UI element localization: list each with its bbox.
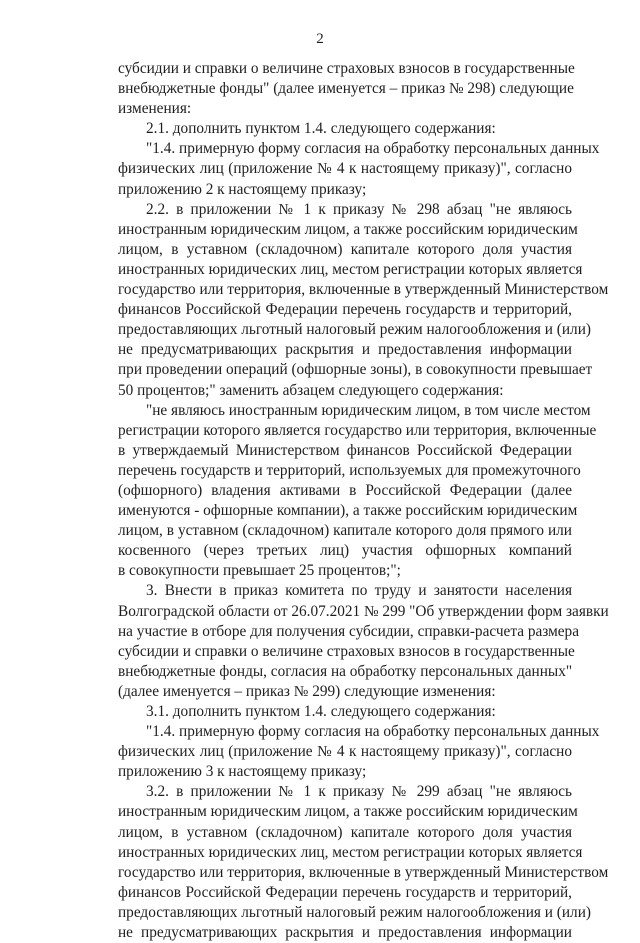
document-text-line: на участие в отборе для получения субсидии, справки-расчета размера (118, 622, 579, 640)
document-text-line: не предусматривающих раскрытия и предоставления информации (118, 341, 572, 359)
document-text-line: перечень государств и территорий, используемых для промежуточного (118, 461, 581, 479)
document-text-line: предоставляющих льготный налоговый режим налогообложения и (или) (118, 903, 591, 921)
document-text-line: финансов Российской Федерации перечень государств и территорий, (118, 301, 572, 319)
document-text-line: внебюджетные фонды, согласия на обработку персональных данных" (118, 662, 573, 680)
document-text-line: 50 процентов;" заменить абзацем следующего содержания: (118, 381, 504, 399)
document-text-line: не предусматривающих раскрытия и предоставления информации (118, 924, 572, 942)
document-text-line: именуются - офшорные компании), а также российским юридическим (118, 502, 578, 520)
document-text-line: внебюджетные фонды" (далее именуется – приказ № 298) следующие (118, 80, 574, 98)
document-text-line: регистрации которого является государство или территория, включенные (118, 421, 597, 439)
document-text-line: (далее именуется – приказ № 299) следующие изменения: (118, 682, 496, 700)
document-text-line: государство или территория, включенные в утвержденный Министерством (118, 281, 609, 299)
document-text-line: иностранных юридических лиц, местом регистрации которых является (118, 260, 583, 278)
document-text-line: лицом, в уставном (складочном) капитале которого доля прямого или (118, 522, 572, 540)
document-text-line: субсидии и справки о величине страховых взносов в государственные (118, 60, 575, 77)
document-text-line: физических лиц (приложение № 4 к настоящему приказу)", согласно (118, 160, 572, 178)
document-text-line: приложению 3 к настоящему приказу; (118, 763, 367, 781)
document-text-line: "1.4. примерную форму согласия на обработку персональных данных (146, 723, 600, 741)
document-text-line: физических лиц (приложение № 4 к настоящему приказу)", согласно (118, 743, 572, 761)
document-text-line: лицом, в уставном (складочном) капитале которого доля участия (118, 240, 572, 258)
document-text-line: 2.1. дополнить пунктом 1.4. следующего содержания: (146, 120, 496, 138)
document-text-line: финансов Российской Федерации перечень государств и территорий, (118, 883, 572, 901)
document-text-line: "не являюсь иностранным юридическим лицом, в том числе местом (146, 401, 591, 419)
document-text-line: 3.2. в приложении № 1 к приказу № 299 абзац "не являюсь (146, 783, 572, 801)
document-text-line: "1.4. примерную форму согласия на обработку персональных данных (146, 140, 600, 158)
document-text-line: Волгоградской области от 26.07.2021 № 299 "Об утверждении форм заявки (118, 602, 609, 620)
document-text-line: 3. Внести в приказ комитета по труду и занятости населения (146, 582, 572, 600)
document-text-line: лицом, в уставном (складочном) капитале которого доля участия (118, 823, 572, 841)
document-text-line: при проведении операций (офшорные зоны), в совокупности превышает (118, 361, 593, 379)
document-text-line: иностранным юридическим лицом, а также российским юридическим (118, 220, 578, 238)
document-text-line: субсидии и справки о величине страховых взносов в государственные (118, 642, 575, 660)
document-text-line: в утверждаемый Министерством финансов Российской Федерации (118, 441, 572, 459)
document-text-line: приложению 2 к настоящему приказу; (118, 180, 367, 198)
document-text-line: 2.2. в приложении № 1 к приказу № 298 абзац "не являюсь (146, 200, 572, 218)
document-text-line: изменения: (118, 100, 192, 118)
document-text-line: государство или территория, включенные в утвержденный Министерством (118, 863, 609, 881)
document-text-line: предоставляющих льготный налоговый режим налогообложения и (или) (118, 321, 591, 339)
document-text-line: (офшорного) владения активами в Российской Федерации (далее (118, 481, 572, 499)
document-body (118, 59, 609, 943)
document-text-line: 3.1. дополнить пунктом 1.4. следующего содержания: (146, 703, 496, 720)
document-text-line: иностранным юридическим лицом, а также российским юридическим (118, 803, 578, 821)
document-text-line: в совокупности превышает 25 процентов;"; (118, 562, 401, 580)
page-number: 2 (316, 31, 324, 47)
document-text-line: иностранных юридических лиц, местом регистрации которых является (118, 843, 583, 861)
document-text-line: косвенного (через третьих лиц) участия офшорных компаний (118, 542, 572, 560)
